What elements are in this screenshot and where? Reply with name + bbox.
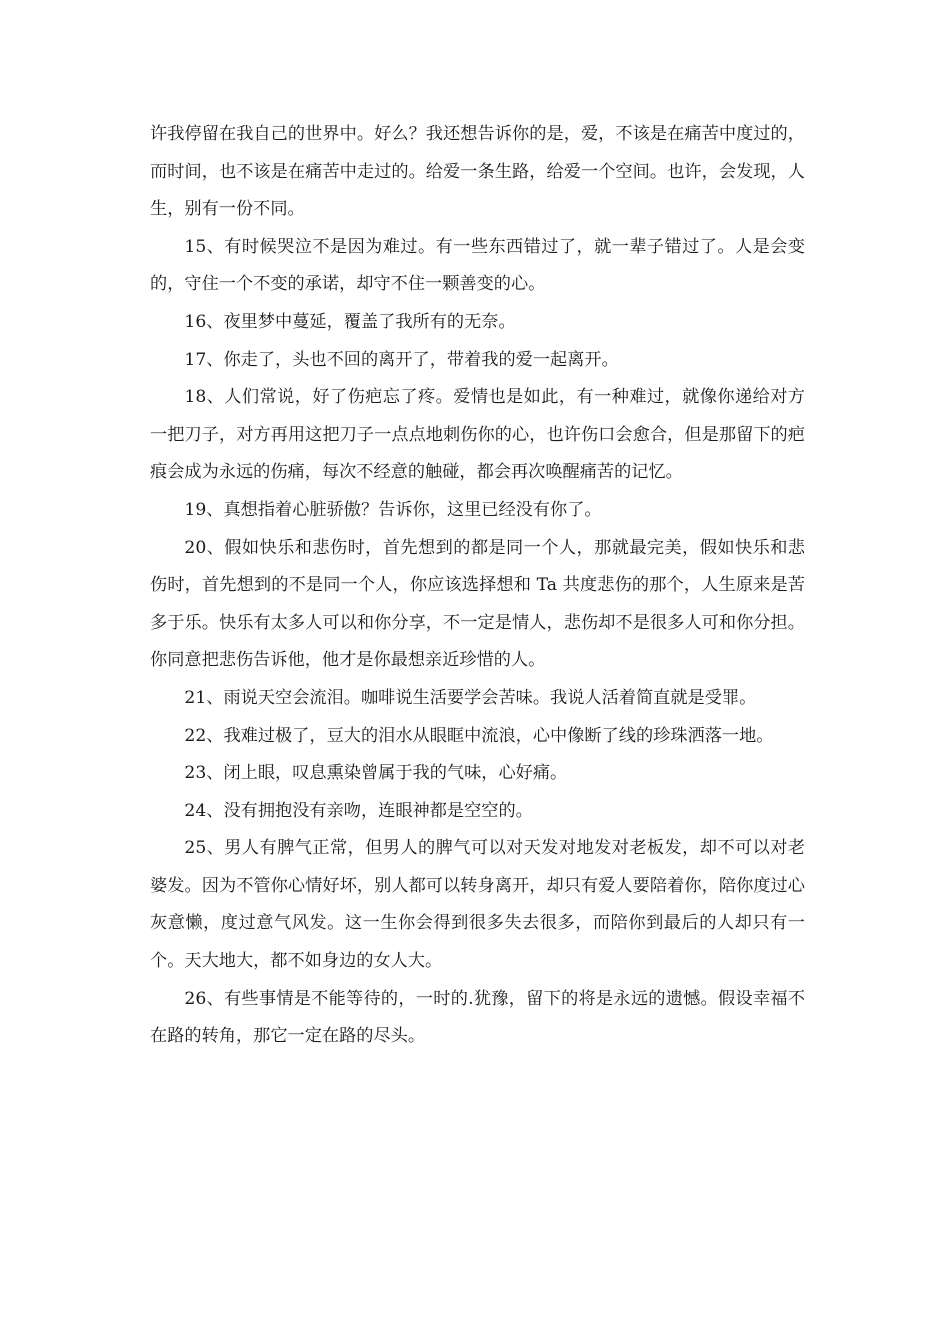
paragraph-intro: 许我停留在我自己的世界中。好么？我还想告诉你的是，爱，不该是在痛苦中度过的，而时间，也不该是在痛苦中走过的。给爱一条生路，给爱一个空间。也许，会发现，人生，别有一份不同。 (150, 124, 805, 220)
paragraph-25: 25、男人有脾气正常，但男人的脾气可以对天发对地发对老板发，却不可以对老婆发。因为不管你心情好坏，别人都可以转身离开，却只有爱人要陪着你，陪你度过心灰意懒，度过意气风发。这一生你会得到很多失去很多，而陪你到最后的人却只有一个。天大地大，都不如身边的女人大。 (150, 838, 805, 972)
paragraph-26: 26、有些事情是不能等待的，一时的.犹豫，留下的将是永远的遗憾。假设幸福不在路的转角，那它一定在路的尽头。 (150, 988, 805, 1047)
paragraph-20: 20、假如快乐和悲伤时，首先想到的都是同一个人，那就最完美，假如快乐和悲伤时，首先想到的不是同一个人，你应该选择想和 Ta 共度悲伤的那个，人生原来是苦多于乐。快乐有太多人可以和你分享，不一定是情人，悲伤却不是很多人可和你分担。你同意把悲伤告诉他，他才是你最想亲近珍惜的人。 (150, 537, 805, 671)
paragraph-21: 21、雨说天空会流泪。咖啡说生活要学会苦味。我说人活着简直就是受罪。 (184, 687, 757, 708)
paragraph-24: 24、没有拥抱没有亲吻，连眼神都是空空的。 (184, 800, 533, 821)
paragraph-17: 17、你走了，头也不回的离开了，带着我的爱一起离开。 (184, 349, 619, 370)
paragraph-19: 19、真想指着心脏骄傲？告诉你，这里已经没有你了。 (184, 499, 602, 520)
document-body (150, 116, 805, 1056)
paragraph-16: 16、夜里梦中蔓延，覆盖了我所有的无奈。 (184, 311, 516, 332)
paragraph-23: 23、闭上眼，叹息熏染曾属于我的气味，心好痛。 (184, 763, 568, 784)
paragraph-15: 15、有时候哭泣不是因为难过。有一些东西错过了，就一辈子错过了。人是会变的，守住一个不变的承诺，却守不住一颗善变的心。 (150, 236, 805, 295)
paragraph-18: 18、人们常说，好了伤疤忘了疼。爱情也是如此，有一种难过，就像你递给对方一把刀子，对方再用这把刀子一点点地刺伤你的心，也许伤口会愈合，但是那留下的疤痕会成为永远的伤痛，每次不经意的触碰，都会再次唤醒痛苦的记忆。 (150, 387, 805, 483)
paragraph-22: 22、我难过极了，豆大的泪水从眼眶中流浪，心中像断了线的珍珠洒落一地。 (184, 725, 774, 746)
